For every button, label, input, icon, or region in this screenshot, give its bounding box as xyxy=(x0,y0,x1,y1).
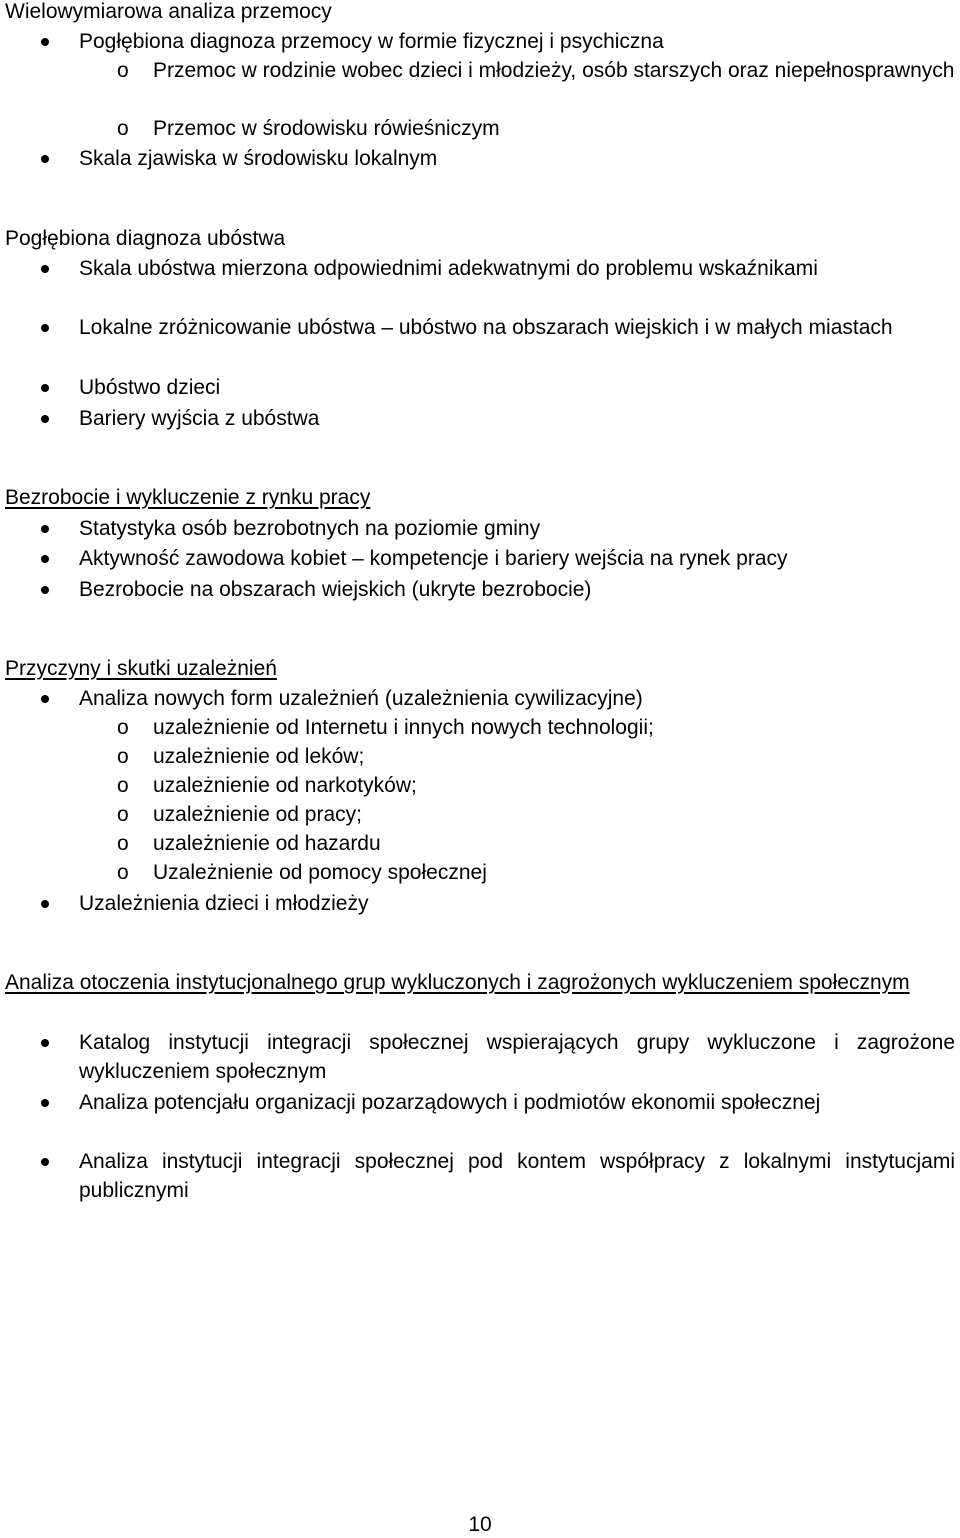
section-heading: Analiza otoczenia instytucjonalnego grup wykluczonych i zagrożonych wykluczeniem społecznym xyxy=(5,971,910,994)
list-item-text: Katalog instytucji integracji społecznej wspierających grupy wykluczone i zagrożone wykluczeniem społecznym xyxy=(79,1031,955,1083)
bullet-dot-icon xyxy=(41,1039,49,1047)
page-number: 10 xyxy=(468,1513,492,1536)
list-item-text: Statystyka osób bezrobotnych na poziomie gminy xyxy=(79,517,541,540)
bullet-dot-icon xyxy=(41,586,49,594)
bullet-dot-icon xyxy=(41,415,49,423)
sub-bullet-marker: o xyxy=(117,774,129,797)
sub-bullet-marker: o xyxy=(117,861,129,884)
sub-list-item-text: Przemoc w rodzinie wobec dzieci i młodzieży, osób starszych oraz niepełnosprawnych xyxy=(153,59,955,82)
sub-bullet-marker: o xyxy=(117,745,129,768)
list-item-text: Aktywność zawodowa kobiet – kompetencje i bariery wejścia na rynek pracy xyxy=(79,547,788,570)
sub-bullet-marker: o xyxy=(117,117,129,140)
bullet-dot-icon xyxy=(41,324,49,332)
list-item-text: Uzależnienia dzieci i młodzieży xyxy=(79,892,369,915)
section-heading: Wielowymiarowa analiza przemocy xyxy=(5,0,332,23)
list-item-text: Pogłębiona diagnoza przemocy w formie fizycznej i psychiczna xyxy=(79,30,664,53)
bullet-dot-icon xyxy=(41,555,49,563)
sub-list-item-text: Przemoc w środowisku rówieśniczym xyxy=(153,117,500,140)
sub-bullet-marker: o xyxy=(117,832,129,855)
list-item-text: Analiza instytucji integracji społecznej pod kontem współpracy z lokalnymi instytucjami publicznymi xyxy=(79,1150,955,1202)
sub-bullet-marker: o xyxy=(117,59,129,82)
list-item-text: Bezrobocie na obszarach wiejskich (ukryte bezrobocie) xyxy=(79,578,592,601)
sub-list-item-text: uzależnienie od leków; xyxy=(153,745,365,768)
list-item-text: Skala zjawiska w środowisku lokalnym xyxy=(79,147,438,170)
section-heading: Bezrobocie i wykluczenie z rynku pracy xyxy=(5,486,371,509)
list-item-text: Analiza potencjału organizacji pozarządowych i podmiotów ekonomii społecznej xyxy=(79,1091,821,1114)
bullet-dot-icon xyxy=(41,38,49,46)
list-item-text: Lokalne zróżnicowanie ubóstwa – ubóstwo na obszarach wiejskich i w małych miastach xyxy=(79,316,893,339)
list-item-text: Ubóstwo dzieci xyxy=(79,376,221,399)
bullet-dot-icon xyxy=(41,1158,49,1166)
section-heading: Przyczyny i skutki uzależnień xyxy=(5,657,277,680)
sub-list-item-text: uzależnienie od hazardu xyxy=(153,832,381,855)
list-item-text: Bariery wyjścia z ubóstwa xyxy=(79,407,320,430)
sub-bullet-marker: o xyxy=(117,716,129,739)
section-heading: Pogłębiona diagnoza ubóstwa xyxy=(5,227,286,250)
sub-list-item-text: uzależnienie od narkotyków; xyxy=(153,774,417,797)
bullet-dot-icon xyxy=(41,525,49,533)
bullet-dot-icon xyxy=(41,265,49,273)
bullet-dot-icon xyxy=(41,695,49,703)
sub-bullet-marker: o xyxy=(117,803,129,826)
list-item-text: Skala ubóstwa mierzona odpowiednimi adekwatnymi do problemu wskaźnikami xyxy=(79,257,818,280)
bullet-dot-icon xyxy=(41,155,49,163)
bullet-dot-icon xyxy=(41,900,49,908)
bullet-dot-icon xyxy=(41,384,49,392)
sub-list-item-text: Uzależnienie od pomocy społecznej xyxy=(153,861,487,884)
sub-list-item-text: uzależnienie od Internetu i innych nowych technologii; xyxy=(153,716,654,739)
bullet-dot-icon xyxy=(41,1099,49,1107)
list-item-text: Analiza nowych form uzależnień (uzależnienia cywilizacyjne) xyxy=(79,687,643,710)
sub-list-item-text: uzależnienie od pracy; xyxy=(153,803,362,826)
